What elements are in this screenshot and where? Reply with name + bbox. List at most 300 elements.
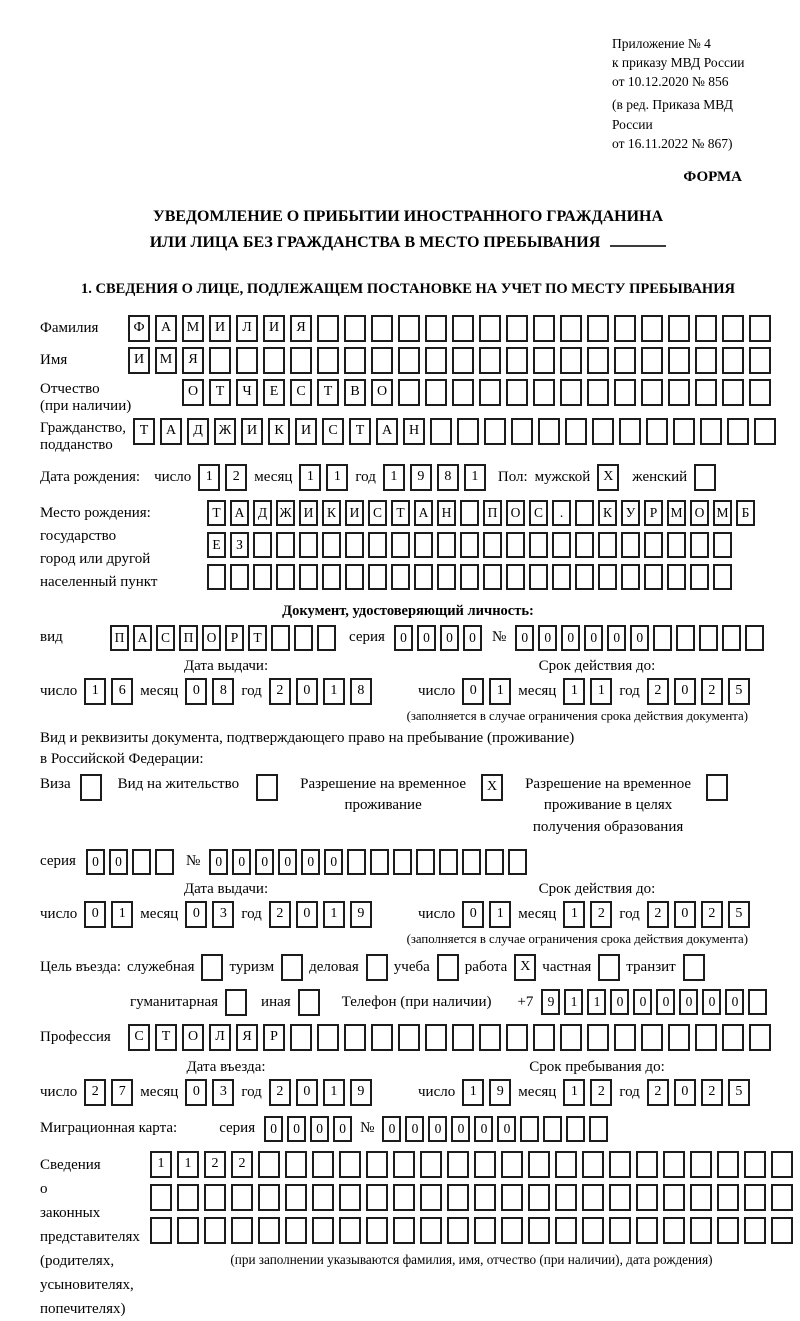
char-cell[interactable] [598,532,617,558]
char-cell[interactable] [727,418,749,445]
char-cell[interactable] [673,418,695,445]
char-cell[interactable] [366,1217,388,1244]
char-cell[interactable] [204,1217,226,1244]
char-cell[interactable]: 0 [463,625,482,651]
char-cell[interactable]: 1 [563,901,585,928]
char-cell[interactable]: С [322,418,344,445]
char-cell[interactable]: 0 [515,625,534,651]
char-cell[interactable]: 2 [701,1079,723,1106]
char-cell[interactable] [256,774,278,801]
char-cell[interactable]: Д [187,418,209,445]
char-cell[interactable] [393,849,412,875]
char-cell[interactable] [420,1184,442,1211]
char-cell[interactable] [722,1024,744,1051]
char-cell[interactable]: К [322,500,341,526]
char-cell[interactable] [391,564,410,590]
char-cell[interactable] [479,379,501,406]
char-cell[interactable]: 0 [474,1116,493,1142]
char-cell[interactable] [533,347,555,374]
char-cell[interactable] [299,564,318,590]
char-cell[interactable] [641,315,663,342]
char-cell[interactable]: 0 [394,625,413,651]
char-cell[interactable] [484,418,506,445]
char-cell[interactable] [646,418,668,445]
char-cell[interactable]: Ж [214,418,236,445]
char-cell[interactable] [312,1151,334,1178]
char-cell[interactable] [690,532,709,558]
char-cell[interactable]: И [241,418,263,445]
char-cell[interactable]: 0 [109,849,128,875]
char-cell[interactable] [271,625,290,651]
char-cell[interactable]: З [230,532,249,558]
char-cell[interactable]: И [345,500,364,526]
char-cell[interactable] [744,1151,766,1178]
char-cell[interactable]: Л [236,315,258,342]
char-cell[interactable] [722,625,741,651]
char-cell[interactable] [592,418,614,445]
char-cell[interactable] [368,532,387,558]
char-cell[interactable] [695,1024,717,1051]
char-cell[interactable] [676,625,695,651]
char-cell[interactable]: Т [349,418,371,445]
char-cell[interactable] [398,315,420,342]
char-cell[interactable] [253,532,272,558]
char-cell[interactable] [430,418,452,445]
char-cell[interactable]: 3 [212,901,234,928]
char-cell[interactable] [263,347,285,374]
char-cell[interactable] [452,379,474,406]
char-cell[interactable] [398,347,420,374]
char-cell[interactable]: 0 [702,989,721,1015]
char-cell[interactable] [393,1217,415,1244]
char-cell[interactable]: О [371,379,393,406]
char-cell[interactable]: 0 [607,625,626,651]
char-cell[interactable] [447,1184,469,1211]
char-cell[interactable] [317,1024,339,1051]
char-cell[interactable] [713,532,732,558]
char-cell[interactable]: Р [225,625,244,651]
char-cell[interactable] [511,418,533,445]
char-cell[interactable] [452,315,474,342]
char-cell[interactable] [347,849,366,875]
char-cell[interactable] [155,849,174,875]
char-cell[interactable]: 1 [383,464,405,491]
char-cell[interactable]: И [295,418,317,445]
char-cell[interactable] [207,564,226,590]
char-cell[interactable] [437,954,459,981]
char-cell[interactable]: А [376,418,398,445]
char-cell[interactable]: 1 [464,464,486,491]
char-cell[interactable] [483,564,502,590]
char-cell[interactable] [339,1184,361,1211]
char-cell[interactable]: А [160,418,182,445]
char-cell[interactable]: О [182,1024,204,1051]
char-cell[interactable] [560,379,582,406]
char-cell[interactable]: Я [182,347,204,374]
char-cell[interactable] [621,564,640,590]
char-cell[interactable]: 0 [185,1079,207,1106]
char-cell[interactable] [529,564,548,590]
char-cell[interactable]: 0 [428,1116,447,1142]
char-cell[interactable]: 2 [647,1079,669,1106]
char-cell[interactable] [425,315,447,342]
char-cell[interactable]: Н [403,418,425,445]
char-cell[interactable] [528,1217,550,1244]
char-cell[interactable] [587,1024,609,1051]
char-cell[interactable] [695,379,717,406]
char-cell[interactable]: Я [290,315,312,342]
char-cell[interactable]: 2 [701,901,723,928]
char-cell[interactable] [290,1024,312,1051]
char-cell[interactable]: 9 [350,901,372,928]
char-cell[interactable] [587,379,609,406]
char-cell[interactable] [717,1217,739,1244]
char-cell[interactable]: 2 [269,678,291,705]
char-cell[interactable] [722,347,744,374]
char-cell[interactable] [479,347,501,374]
char-cell[interactable] [690,564,709,590]
char-cell[interactable]: 0 [382,1116,401,1142]
char-cell[interactable] [398,1024,420,1051]
char-cell[interactable]: 1 [489,678,511,705]
char-cell[interactable] [663,1217,685,1244]
char-cell[interactable]: А [155,315,177,342]
char-cell[interactable] [533,1024,555,1051]
char-cell[interactable]: М [155,347,177,374]
char-cell[interactable]: 2 [84,1079,106,1106]
char-cell[interactable]: Н [437,500,456,526]
char-cell[interactable] [749,347,771,374]
char-cell[interactable] [717,1151,739,1178]
char-cell[interactable] [748,989,767,1015]
char-cell[interactable]: 2 [231,1151,253,1178]
char-cell[interactable] [474,1217,496,1244]
char-cell[interactable]: 1 [489,901,511,928]
char-cell[interactable] [744,1217,766,1244]
char-cell[interactable] [717,1184,739,1211]
char-cell[interactable] [506,564,525,590]
char-cell[interactable] [132,849,151,875]
char-cell[interactable] [339,1151,361,1178]
char-cell[interactable] [700,418,722,445]
char-cell[interactable]: 0 [296,901,318,928]
char-cell[interactable] [538,418,560,445]
char-cell[interactable]: Т [207,500,226,526]
char-cell[interactable] [460,532,479,558]
char-cell[interactable] [506,532,525,558]
char-cell[interactable]: Б [736,500,755,526]
char-cell[interactable]: 1 [111,901,133,928]
char-cell[interactable]: Т [317,379,339,406]
char-cell[interactable] [663,1151,685,1178]
char-cell[interactable] [636,1184,658,1211]
char-cell[interactable]: 0 [417,625,436,651]
char-cell[interactable]: 1 [564,989,583,1015]
char-cell[interactable] [177,1217,199,1244]
char-cell[interactable] [204,1184,226,1211]
char-cell[interactable] [644,564,663,590]
char-cell[interactable]: 2 [269,901,291,928]
char-cell[interactable]: И [209,315,231,342]
char-cell[interactable]: 0 [679,989,698,1015]
char-cell[interactable]: 0 [584,625,603,651]
char-cell[interactable] [699,625,718,651]
char-cell[interactable] [420,1217,442,1244]
char-cell[interactable]: 0 [296,1079,318,1106]
char-cell[interactable]: М [667,500,686,526]
char-cell[interactable]: К [598,500,617,526]
char-cell[interactable]: 2 [647,678,669,705]
char-cell[interactable] [294,625,313,651]
char-cell[interactable]: 0 [278,849,297,875]
char-cell[interactable]: 1 [326,464,348,491]
char-cell[interactable] [598,564,617,590]
char-cell[interactable] [479,1024,501,1051]
char-cell[interactable] [460,564,479,590]
char-cell[interactable]: О [202,625,221,651]
char-cell[interactable]: П [179,625,198,651]
char-cell[interactable] [663,1184,685,1211]
char-cell[interactable] [771,1151,793,1178]
char-cell[interactable]: С [156,625,175,651]
char-cell[interactable] [621,532,640,558]
char-cell[interactable] [667,564,686,590]
char-cell[interactable]: 2 [701,678,723,705]
char-cell[interactable] [575,532,594,558]
char-cell[interactable]: 9 [350,1079,372,1106]
char-cell[interactable] [683,954,705,981]
char-cell[interactable] [533,315,555,342]
char-cell[interactable]: Ф [128,315,150,342]
char-cell[interactable] [474,1151,496,1178]
char-cell[interactable]: Я [236,1024,258,1051]
char-cell[interactable] [368,564,387,590]
char-cell[interactable] [253,564,272,590]
char-cell[interactable] [371,347,393,374]
char-cell[interactable] [771,1184,793,1211]
char-cell[interactable] [452,347,474,374]
char-cell[interactable] [560,315,582,342]
char-cell[interactable]: 1 [590,678,612,705]
char-cell[interactable] [437,532,456,558]
char-cell[interactable]: 0 [633,989,652,1015]
char-cell[interactable] [706,774,728,801]
char-cell[interactable]: О [182,379,204,406]
char-cell[interactable]: Т [209,379,231,406]
char-cell[interactable]: 0 [561,625,580,651]
char-cell[interactable] [414,532,433,558]
char-cell[interactable] [462,849,481,875]
char-cell[interactable] [555,1151,577,1178]
char-cell[interactable]: 8 [437,464,459,491]
char-cell[interactable] [506,315,528,342]
char-cell[interactable]: О [506,500,525,526]
char-cell[interactable] [668,315,690,342]
char-cell[interactable] [439,849,458,875]
char-cell[interactable]: Д [253,500,272,526]
char-cell[interactable] [344,347,366,374]
char-cell[interactable] [312,1217,334,1244]
char-cell[interactable] [447,1151,469,1178]
char-cell[interactable] [285,1151,307,1178]
char-cell[interactable] [276,532,295,558]
char-cell[interactable] [636,1217,658,1244]
char-cell[interactable] [754,418,776,445]
char-cell[interactable] [695,315,717,342]
char-cell[interactable] [575,500,594,526]
char-cell[interactable] [565,418,587,445]
char-cell[interactable] [587,347,609,374]
char-cell[interactable]: 5 [728,678,750,705]
char-cell[interactable] [582,1151,604,1178]
char-cell[interactable] [582,1184,604,1211]
char-cell[interactable]: 0 [86,849,105,875]
char-cell[interactable]: 0 [296,678,318,705]
char-cell[interactable]: А [133,625,152,651]
char-cell[interactable] [236,347,258,374]
char-cell[interactable] [366,1151,388,1178]
char-cell[interactable]: 0 [84,901,106,928]
char-cell[interactable]: X [481,774,503,801]
char-cell[interactable] [290,347,312,374]
char-cell[interactable] [529,532,548,558]
char-cell[interactable] [474,1184,496,1211]
char-cell[interactable] [528,1184,550,1211]
char-cell[interactable]: 9 [541,989,560,1015]
char-cell[interactable]: И [299,500,318,526]
char-cell[interactable]: 0 [725,989,744,1015]
char-cell[interactable] [339,1217,361,1244]
char-cell[interactable]: В [344,379,366,406]
char-cell[interactable] [437,564,456,590]
char-cell[interactable] [771,1217,793,1244]
char-cell[interactable]: 3 [212,1079,234,1106]
char-cell[interactable] [520,1116,539,1142]
char-cell[interactable] [258,1217,280,1244]
char-cell[interactable] [575,564,594,590]
char-cell[interactable] [506,347,528,374]
char-cell[interactable] [555,1217,577,1244]
char-cell[interactable]: 2 [204,1151,226,1178]
char-cell[interactable]: 2 [225,464,247,491]
char-cell[interactable] [745,625,764,651]
char-cell[interactable]: 8 [350,678,372,705]
char-cell[interactable]: X [597,464,619,491]
char-cell[interactable]: Ч [236,379,258,406]
char-cell[interactable] [506,379,528,406]
char-cell[interactable] [258,1151,280,1178]
char-cell[interactable]: Ж [276,500,295,526]
char-cell[interactable] [713,564,732,590]
char-cell[interactable] [479,315,501,342]
char-cell[interactable] [393,1184,415,1211]
char-cell[interactable]: 0 [324,849,343,875]
char-cell[interactable]: П [110,625,129,651]
char-cell[interactable]: 0 [310,1116,329,1142]
char-cell[interactable] [393,1151,415,1178]
char-cell[interactable]: 0 [185,678,207,705]
char-cell[interactable] [609,1184,631,1211]
char-cell[interactable] [285,1217,307,1244]
char-cell[interactable] [543,1116,562,1142]
char-cell[interactable]: 0 [462,901,484,928]
char-cell[interactable] [722,315,744,342]
char-cell[interactable] [345,564,364,590]
char-cell[interactable]: С [128,1024,150,1051]
char-cell[interactable]: Т [248,625,267,651]
char-cell[interactable]: 1 [323,901,345,928]
char-cell[interactable] [366,1184,388,1211]
char-cell[interactable] [722,379,744,406]
char-cell[interactable]: . [552,500,571,526]
char-cell[interactable] [483,532,502,558]
char-cell[interactable] [150,1217,172,1244]
char-cell[interactable]: 1 [462,1079,484,1106]
char-cell[interactable] [317,315,339,342]
char-cell[interactable]: 9 [410,464,432,491]
char-cell[interactable] [371,1024,393,1051]
char-cell[interactable] [317,625,336,651]
char-cell[interactable] [749,315,771,342]
char-cell[interactable]: 0 [287,1116,306,1142]
char-cell[interactable] [644,532,663,558]
char-cell[interactable] [619,418,641,445]
char-cell[interactable] [344,315,366,342]
char-cell[interactable]: 1 [84,678,106,705]
char-cell[interactable] [566,1116,585,1142]
char-cell[interactable]: У [621,500,640,526]
char-cell[interactable] [371,315,393,342]
char-cell[interactable]: Т [155,1024,177,1051]
char-cell[interactable] [636,1151,658,1178]
char-cell[interactable] [582,1217,604,1244]
char-cell[interactable]: Т [391,500,410,526]
char-cell[interactable] [391,532,410,558]
char-cell[interactable] [587,315,609,342]
char-cell[interactable] [501,1217,523,1244]
char-cell[interactable]: 1 [563,678,585,705]
char-cell[interactable] [231,1217,253,1244]
char-cell[interactable]: 0 [301,849,320,875]
char-cell[interactable] [312,1184,334,1211]
char-cell[interactable] [614,315,636,342]
char-cell[interactable]: А [230,500,249,526]
char-cell[interactable] [457,418,479,445]
char-cell[interactable]: 1 [323,1079,345,1106]
char-cell[interactable]: 0 [451,1116,470,1142]
char-cell[interactable] [641,1024,663,1051]
char-cell[interactable] [276,564,295,590]
char-cell[interactable] [641,379,663,406]
char-cell[interactable] [533,379,555,406]
char-cell[interactable] [560,1024,582,1051]
char-cell[interactable]: Р [263,1024,285,1051]
char-cell[interactable] [501,1184,523,1211]
char-cell[interactable] [695,347,717,374]
char-cell[interactable] [322,532,341,558]
char-cell[interactable]: 2 [647,901,669,928]
char-cell[interactable]: 0 [538,625,557,651]
char-cell[interactable]: 8 [212,678,234,705]
char-cell[interactable]: П [483,500,502,526]
char-cell[interactable] [209,347,231,374]
char-cell[interactable] [501,1151,523,1178]
char-cell[interactable]: 1 [563,1079,585,1106]
char-cell[interactable] [414,564,433,590]
char-cell[interactable] [589,1116,608,1142]
char-cell[interactable]: 9 [489,1079,511,1106]
char-cell[interactable] [231,1184,253,1211]
